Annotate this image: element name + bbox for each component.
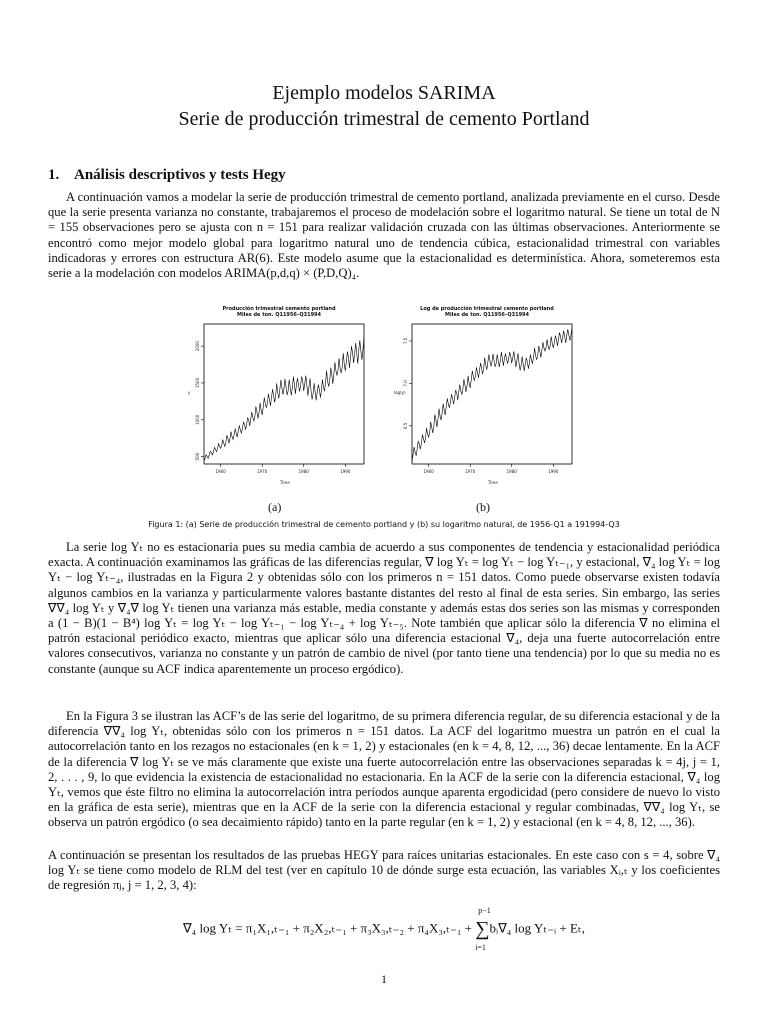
section-title: Análisis descriptivos y tests Hegy: [74, 167, 286, 183]
plot-a-series-line: [204, 337, 364, 461]
subfigure-label-a: (a): [268, 500, 282, 514]
figure-caption: Figura 1: (a) Serie de producción trimestral de cemento portland y (b) su logaritmo natural, de 1956-Q1 a 191994-Q3: [148, 520, 620, 529]
sum-upper-limit: p−1: [478, 906, 491, 915]
subfigure-label-b: (b): [476, 500, 490, 514]
document-subtitle: Serie de producción trimestral de cemento Portland: [178, 108, 590, 130]
y-tick-label: 1500: [195, 377, 200, 389]
plot-a-ylabel: y: [188, 390, 191, 395]
plot-b-subtitle: Miles de ton. Q11956–Q31994: [444, 312, 530, 318]
x-tick-label: 1990: [340, 469, 351, 474]
document-title: Ejemplo modelos SARIMA: [272, 82, 496, 104]
sum-lower-limit: i=1: [475, 943, 486, 952]
y-tick-label: 1000: [195, 414, 200, 425]
plot-a-frame: [204, 324, 364, 464]
paragraph-intro: A continuación vamos a modelar la serie de producción trimestral de cemento portland, analizada previamente en el curso. Desde que la serie presenta varianza no constante, trabajaremos el proceso de modelación sobre el logaritmo natural. Se tiene un total de N = 155 observaciones pero se ajusta con n = 151 para realizar validación cruzada con las últimas observaciones. Anteriormente se encontró como mejor modelo global para logaritmo natural uno de tendencia cúbica, estacionalidad trimestral con variables indicadoras y errores con estructura AR(6). Este modelo asume que la estacionalidad es determinística. Ahora, someteremos esta serie a la modelación con modelos ARIMA(p,d,q) × (P,D,Q)₄.: [48, 190, 720, 281]
hegy-equation: [0, 906, 768, 952]
plot-a-svg: [184, 322, 374, 492]
plot-a-subtitle: Miles de ton. Q11956–Q31994: [236, 312, 322, 318]
y-tick-label: 7.5: [403, 337, 408, 345]
plot-b-xlabel: Time: [488, 480, 498, 485]
x-tick-label: 1970: [257, 469, 268, 474]
x-tick-label: 1960: [423, 469, 434, 474]
equation-lhs: ∇₄ log Yₜ = π₁X₁,ₜ₋₁ + π₂X₂,ₜ₋₁ + π₃X₃,ₜ₋₂ + π₄X₃,ₜ₋₁ +: [182, 920, 476, 936]
page-number: 1: [381, 972, 387, 986]
x-tick-label: 1980: [506, 469, 517, 474]
plot-b-svg: [392, 322, 582, 492]
section-heading: [48, 167, 286, 184]
x-tick-label: 1970: [465, 469, 476, 474]
plot-b-title: Log de producción trimestral cemento portland: [420, 306, 554, 312]
x-tick-label: 1990: [548, 469, 559, 474]
y-tick-label: 2000: [195, 341, 200, 352]
paragraph-acf: En la Figura 3 se ilustran las ACF’s de las serie del logaritmo, de su primera diferencia regular, de su diferencia estacional y de la diferencia ∇∇₄ log Yₜ, obtenidas sólo con los primeros n = 151 datos. La ACF del logaritmo muestra un patrón en el cual la autocorrelación tanto en los rezagos no estacionales (en k = 1, 2) y estacionales (en k = 4, 8, 12, ..., 36) decae lentamente. En la ACF de la diferencia ∇ log Yₜ se ve más claramente que existe una fuerte autocorrelación entre las observaciones separadas k = 4j, j = 1, 2, . . . , 9, lo que evidencia la existencia de estacionalidad no estacionaria. En la ACF de la serie con la diferencia estacional, ∇₄ log Yₜ, vemos que éste filtro no elimina la autocorrelación intra períodos aunque aparenta ergodicidad (pero considere de nuevo lo visto en la gráfica de esta serie), mientras que en la ACF de la serie con la diferencia estacional y regular combinadas, ∇∇₄ log Yₜ, se observa un patrón ergódico (o sea decaimiento rápido) tanto en la parte regular (en k = 1, 2) y estacional (en k = 4, 8, 12, ..., 36).: [48, 709, 720, 830]
plot-a-xlabel: Time: [280, 480, 290, 485]
x-tick-label: 1960: [215, 469, 226, 474]
summation-symbol: ∑ p−1 i=1: [475, 906, 491, 952]
equation-rhs: bᵢ∇₄ log Yₜ₋ᵢ + Eₜ,: [489, 920, 586, 936]
figure-plot-a: [184, 306, 374, 492]
figure-plot-b: [392, 306, 582, 492]
y-tick-label: 7.0: [403, 380, 408, 387]
plot-b-ylabel: log(y): [394, 390, 406, 395]
plot-b-series-line: [412, 327, 572, 461]
x-tick-label: 1980: [298, 469, 309, 474]
y-tick-label: 500: [195, 452, 200, 461]
paragraph-differences: La serie log Yₜ no es estacionaria pues su media cambia de acuerdo a sus componentes de tendencia y estacionalidad periódica exacta. A continuación examinamos las gráficas de las diferencias regular, ∇ log Yₜ = log Yₜ − log Yₜ₋₁, y estacional, ∇₄ log Yₜ = log Yₜ − log Yₜ₋₄, ilustradas en la Figura 2 y obtenidas sólo con los primeros n = 151 datos. Como puede observarse existen todavía algunos cambios en la varianza y particularmente valores bastante distantes del resto al final de esta series. Sin embargo, las series ∇∇₄ log Yₜ y ∇₄∇ log Yₜ tienen una varianza más estable, media constante y además estas dos series son las mismas y corresponden a (1 − B)(1 − B⁴) log Yₜ = log Yₜ − log Yₜ₋₁ − log Yₜ₋₄ + log Yₜ₋₅. Note también que aplicar sólo la diferencia ∇ no elimina el patrón estacional periódico exacto, mientras que aplicar sólo una diferencia estacional ∇₄, deja una fuerte autocorrelación entre valores consecutivos, varianza no constante y un patrón de cambio de nivel (por tanto tiene una tendencia) por lo que su media no es constante (aunque su ACF indica aparentemente un proceso ergódico).: [48, 540, 720, 676]
plot-a-title: Producción trimestral cemento portland: [222, 306, 336, 312]
y-tick-label: 6.5: [403, 422, 408, 430]
section-number: 1.: [48, 167, 60, 183]
paragraph-hegy: A continuación se presentan los resultados de las pruebas HEGY para raíces unitarias estacionales. En este caso con s = 4, sobre ∇₄ log Yₜ se tiene como modelo de RLM del test (ver en capítulo 10 de dónde surge esta ecuación, las variables Xᵢ,ₜ y los coeficientes de regresión πⱼ, j = 1, 2, 3, 4):: [48, 848, 720, 893]
